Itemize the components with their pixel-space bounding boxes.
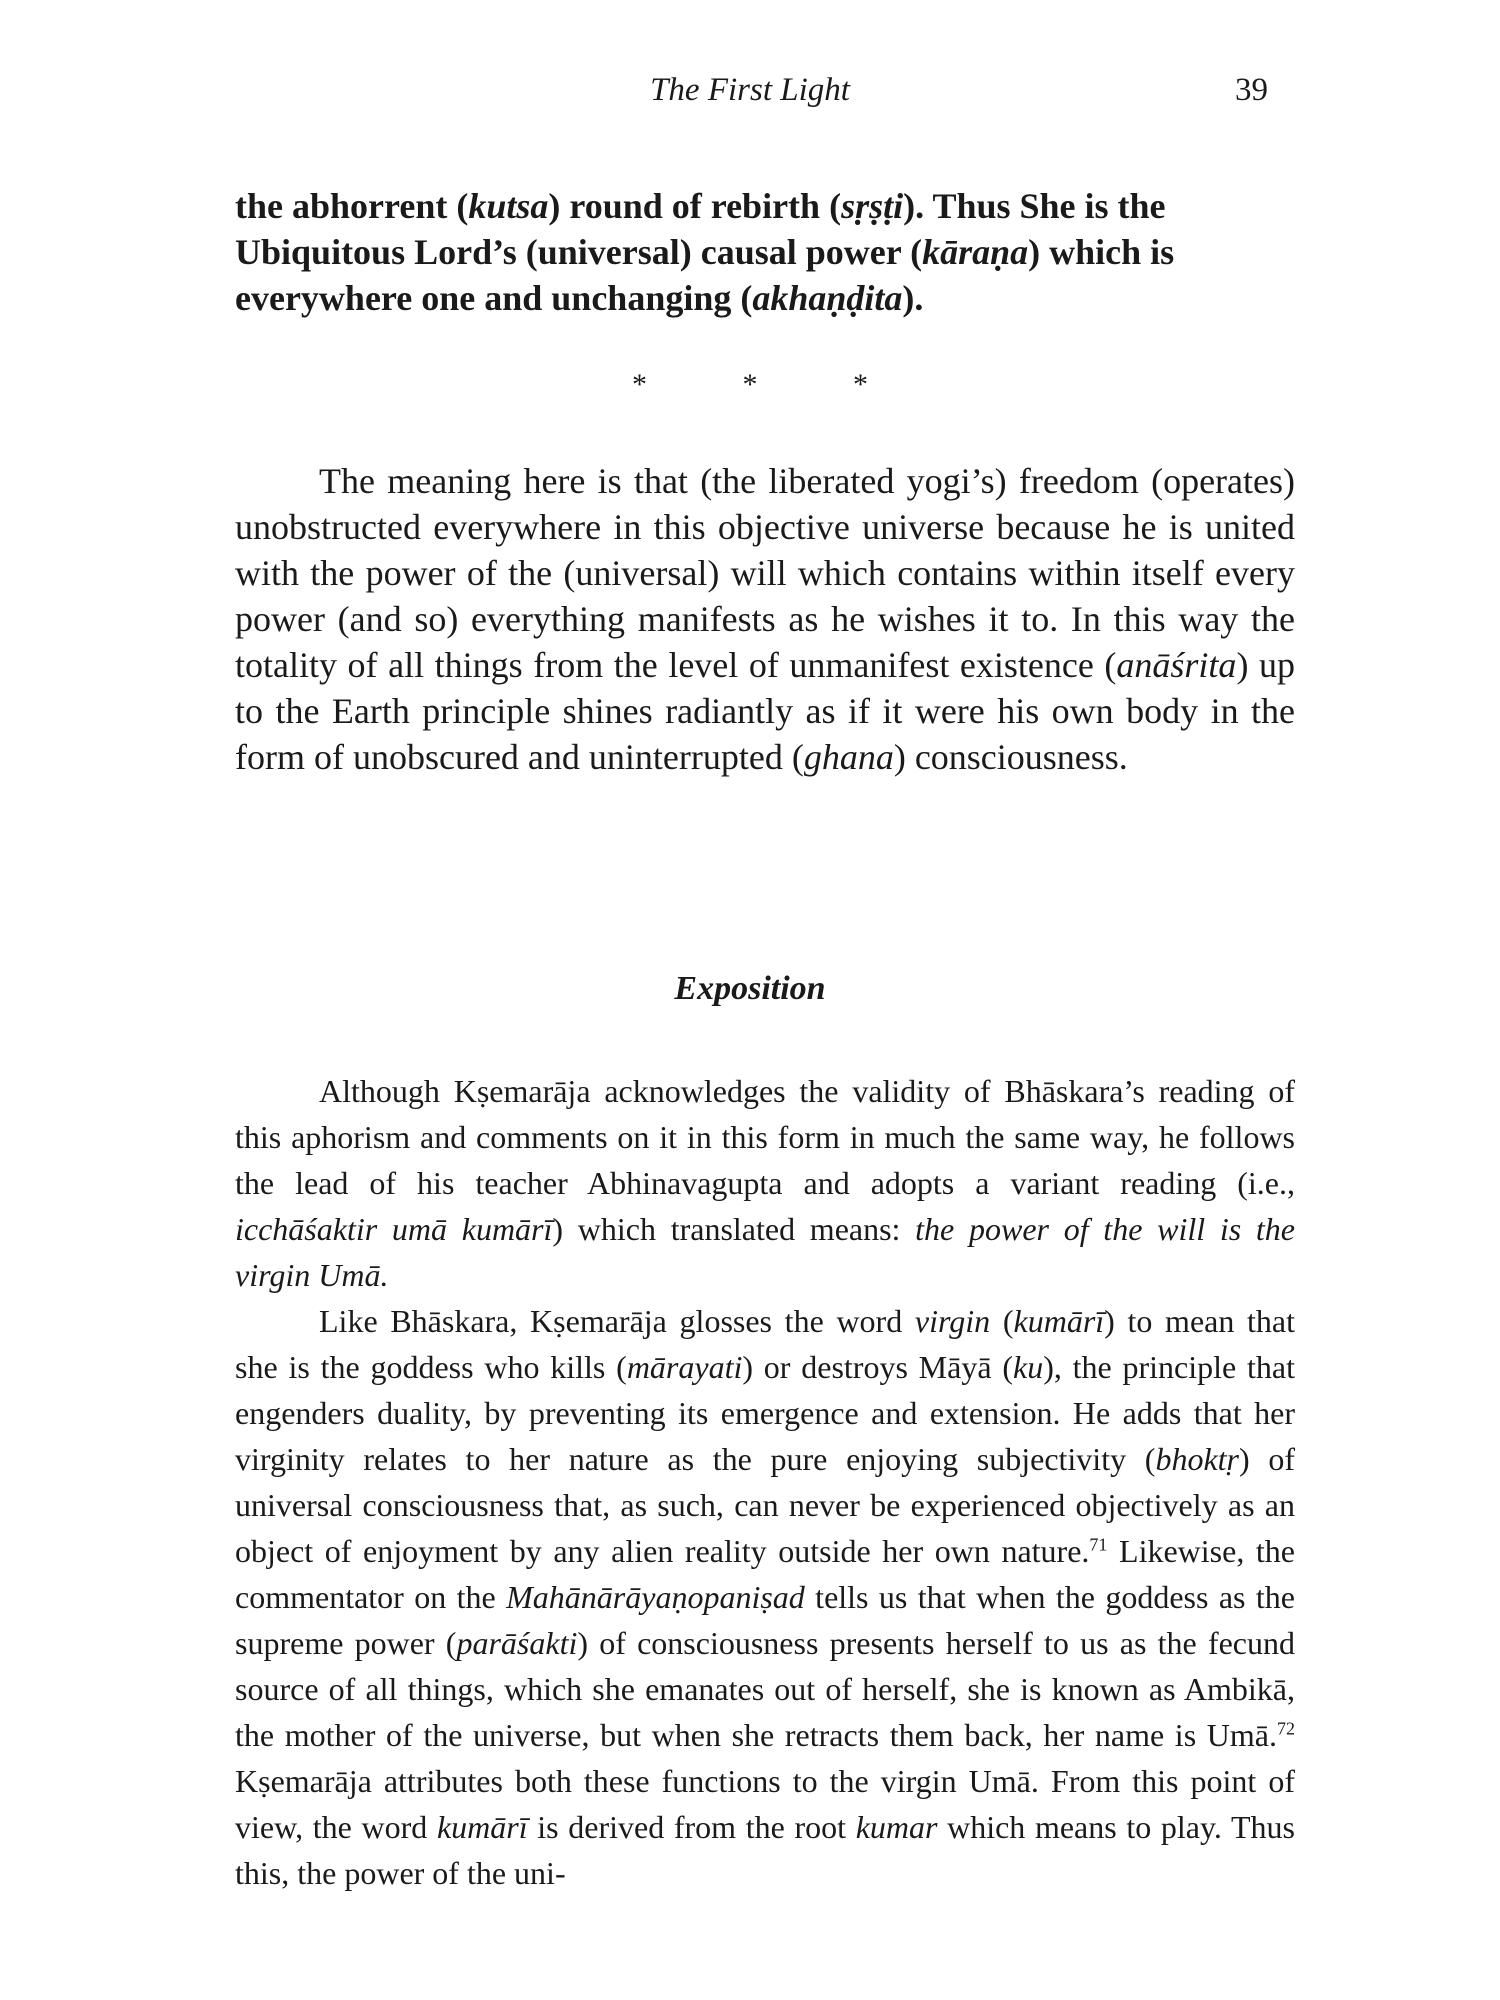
page-number: 39 [1235, 72, 1268, 108]
footnote-marker-71: 71 [1089, 1534, 1108, 1555]
running-title: The First Light [650, 72, 850, 108]
commentary-paragraph: The meaning here is that (the liberated yogi’s) freedom (operates) unobstructed everywhere in this objective universe because he is united with the power of the (universal) will which contains within itself every power (and so) everything manifests as he wishes it to. In this way the totality of all things from the level of unmanifest existence (anāśrita) up to the Earth principle shines radiantly as if it were his own body in the form of unobscured and uninterrupted (ghana) consciousness. [235, 461, 1295, 777]
exposition-paragraph-1: Although Kṣemarāja acknowledges the validity of Bhāskara’s reading of this aphorism and comments on it in this form in much the same way, he follows the lead of his teacher Abhinavagupta and adopts a variant reading (i.e., icchāśaktir umā kumārī) which translated means: the power of the will is the virgin Umā. [235, 1073, 1295, 1293]
section-separator: * * * [632, 368, 912, 401]
commentary-text [235, 458, 1295, 780]
running-header [0, 72, 1500, 122]
aphorism-paragraph: the abhorrent (kutsa) round of rebirth (sṛṣṭi). Thus She is the Ubiquitous Lord’s (universal) causal power (kāraṇa) which is everywhere one and unchanging (akhaṇḍita). [235, 186, 1175, 318]
exposition-paragraph-2: Like Bhāskara, Kṣemarāja glosses the word virgin (kumārī) to mean that she is the goddess who kills (mārayati) or destroys Māyā (ku), the principle that engenders duality, by preventing its emergence and extension. He adds that her virginity relates to her nature as the pure enjoying subjectivity (bhoktṛ) of universal consciousness that, as such, can never be experienced objectively as an object of enjoyment by any alien reality outside her own nature.$^{71}$ Likewise, the commentator on the Mahānārāyaṇopaniṣad tells us that when the goddess as the supreme power (parāśakti) of consciousness presents herself to us as the fecund source of all things, which she emanates out of herself, she is known as Ambikā, the mother of the universe, but when she retracts them back, her name is Umā.$^{72}$ Kṣemarāja attributes both these functions to the virgin Umā. From this point of view, the word kumārī is derived from the root kumar which means to play. Thus this, the power of the uni- [235, 1303, 1296, 1891]
footnote-marker-72: 72 [1277, 1718, 1295, 1739]
section-heading: Exposition [674, 970, 826, 1007]
aphorism-text [235, 183, 1295, 321]
exposition-text [235, 1068, 1295, 1896]
